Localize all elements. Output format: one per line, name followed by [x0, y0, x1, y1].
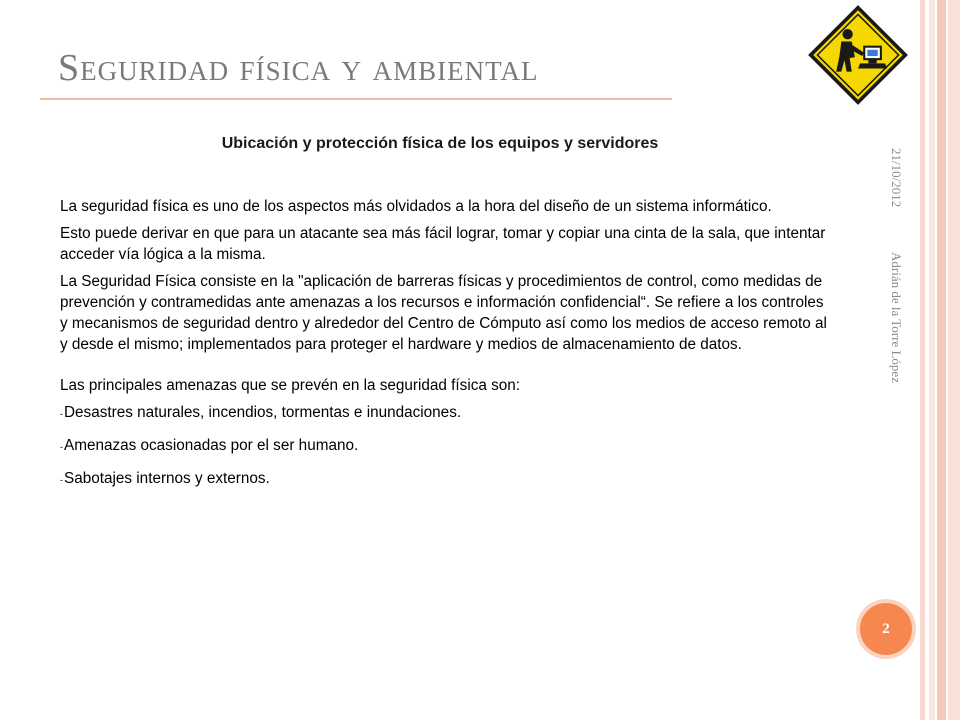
list-item-text: Desastres naturales, incendios, tormentas e inundaciones.	[64, 404, 462, 421]
list-item-text: Sabotajes internos y externos.	[64, 470, 270, 487]
edge-stripe	[920, 0, 925, 720]
bullet-marker: -	[60, 442, 63, 452]
title-underline	[40, 98, 672, 100]
list-item	[60, 402, 832, 425]
edge-stripe	[937, 0, 946, 720]
paragraph: La Seguridad Física consiste en la "aplicación de barreras físicas y procedimientos de control, como medidas de prevención y contramedidas ante amenazas a los recursos e información confidencial“. Se refiere a los controles y mecanismos de seguridad dentro y alrededor del Centro de Cómputo así como los medios de acceso remoto al y desde el mismo; implementados para proteger el hardware y medios de almacenamiento de datos.	[60, 273, 827, 353]
slide-body	[60, 196, 832, 501]
threats-intro: Las principales amenazas que se prevén en la seguridad física son:	[60, 377, 521, 394]
slide-subtitle: Ubicación y protección física de los equipos y servidores	[221, 135, 659, 152]
list-item-text: Amenazas ocasionadas por el ser humano.	[64, 437, 359, 454]
slide-author: Adrián de la Torre López	[889, 252, 904, 383]
construction-worker-sign-icon	[806, 3, 910, 107]
slide-title: Seguridad física y ambiental	[58, 47, 539, 89]
bullet-marker: -	[60, 475, 63, 485]
edge-stripe	[948, 0, 960, 720]
paragraph: Esto puede derivar en que para un atacante sea más fácil lograr, tomar y copiar una cinta de la sala, que intentar acceder vía lógica a la misma.	[60, 225, 826, 263]
paragraph: La seguridad física es uno de los aspectos más olvidados a la hora del diseño de un sistema informático.	[60, 198, 772, 215]
edge-stripe	[929, 0, 935, 720]
list-item	[60, 468, 832, 491]
page-number-badge: 2	[860, 603, 912, 655]
slide-date: 21/10/2012	[889, 148, 904, 208]
bullet-marker: -	[60, 409, 63, 419]
list-item	[60, 435, 832, 458]
